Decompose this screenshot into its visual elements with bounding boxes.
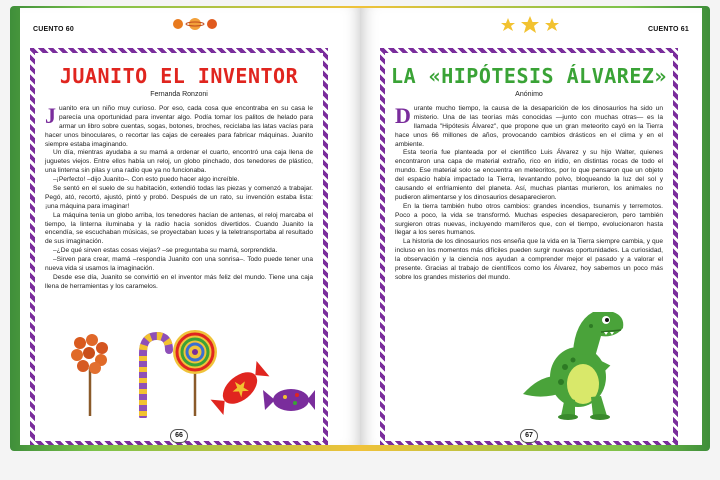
dinosaur-icon: [503, 282, 633, 422]
story-body: [45, 105, 313, 292]
candy-cane-icon: [143, 336, 169, 416]
story-paragraph: –¡Perfecto! –dijo Juanito–. Con esto puedo hacer algo increíble.: [53, 176, 240, 184]
candy-illustration: [65, 328, 315, 418]
story-paragraph: –¿De qué sirven estas cosas viejas? –se preguntaba su mamá, sorprendida.: [53, 247, 278, 255]
story-author: Fernanda Ronzoni: [150, 91, 208, 98]
swirl-lollipop-icon: [173, 330, 217, 416]
drop-cap: D: [395, 103, 411, 128]
left-page: [20, 8, 362, 445]
stars-decoration-icon: [500, 16, 560, 34]
story-paragraph: La historia de los dinosaurios nos enseña que la vida en la Tierra siempre cambia, y que incluso en los momentos más difíciles pueden surgir nuevas oportunidades. La curiosidad, la observación y la ciencia nos ayudan a comprender mejor el pasado y a valorar el presente. Gracias al trabajo de científicos como los Álvarez, hoy sabemos un poco más sobre los grandes misterios del mundo.: [395, 238, 663, 281]
story-paragraph: Esta teoría fue planteada por el científico Luis Álvarez y su hijo Walter, quienes encontraron una capa de material extraño, rico en iridio, en distintas rocas de todo el mundo. Ese material solo se encuentra en meteoritos, por lo que pensaron que un objeto del espacio había impactado la Tierra, levantando polvo, bloqueando la luz del sol y causando el enfriamiento del planeta. Así, muchas plantas murieron, los animales no pudieron alimentarse y los dinosaurios desaparecieron.: [395, 149, 663, 201]
lollipop-icon: [71, 334, 108, 416]
planets-decoration-icon: [170, 16, 220, 32]
story-title: JUANITO EL INVENTOR: [59, 64, 299, 88]
story-title: LA «HIPÓTESIS ÁLVAREZ»: [391, 64, 667, 88]
story-paragraph: Durante mucho tiempo, la causa de la desaparición de los dinosaurios ha sido un misterio. Una de las teorías más conocidas —junto con muchas otras— es la llamada "Hipótesis Álvarez", que propone que un gran meteorito cayó en la Tierra hace unos 66 millones de años, provocando cambios drásticos en el clima y en el ambiente.: [395, 103, 663, 148]
drop-cap: J: [45, 103, 56, 128]
wrapped-candy-icon: [263, 389, 315, 411]
story-body: [395, 105, 663, 283]
story-paragraph: Desde ese día, Juanito se convirtió en el inventor más feliz del mundo. Tiene una caja llena de herramientas y los caramelos.: [45, 273, 313, 290]
story-paragraph: Juanito era un niño muy curioso. Por eso, cada cosa que encontraba en su casa le parecía una oportunidad para inventar algo. Podía tomar los palitos de helado para armar un libro sobre cuentas, sogas, botones, broches, reciclaba las latas vacías para hacer unos binoculares, o recortar las cajas de cereales para fabricar máquinas. Juanito siempre estaba imaginando.: [45, 103, 313, 148]
story-number-label: CUENTO 61: [648, 26, 689, 33]
story-paragraph: –Sirven para crear, mamá –respondía Juanito con una sonrisa–. Todo puede tener una nueva vida si usamos la imaginación.: [45, 256, 313, 273]
story-paragraph: En la tierra también hubo otros cambios: grandes incendios, tsunamis y terremotos. Poco a poco, la vida se transformó. Muchas especies desaparecieron, pero también surgieron otras nuevas, incluyendo mamíferos que, con el tiempo, evolucionaron hasta llegar a los seres humanos.: [395, 202, 663, 237]
story-paragraph: Un día, mientras ayudaba a su mamá a ordenar el cuarto, encontró una caja llena de juguetes viejos. Entre ellos había un reloj, un globo pinchado, dos tenedores de plástico, una linterna sin pilas y una radio que ya no funcionaba.: [45, 149, 313, 175]
right-page: [360, 8, 702, 445]
story-paragraph: Se sentó en el suelo de su habitación, extendió todas las piezas y comenzó a trabajar. Pegó, ató, recortó, ajustó, pintó y probó. Después de un rato, su invención estaba lista: ¡una máquina para imaginar!: [45, 185, 313, 210]
page-number: 67: [520, 429, 538, 443]
page-number: 66: [170, 429, 188, 443]
story-frame: [380, 48, 678, 445]
story-frame: [30, 48, 328, 445]
story-author: Anónimo: [515, 91, 543, 98]
story-number-label: CUENTO 60: [33, 26, 74, 33]
story-paragraph: La máquina tenía un globo arriba, los tenedores hacían de antenas, el reloj marcaba el tiempo, la linterna iluminaba y la radio hacía sonidos divertidos. Cuando Juanito la encendía, se escuchaban músicas, se proyectaban luces y la teletransportaba al resultado de sus imaginación.: [45, 211, 313, 246]
wrapped-candy-icon: [209, 360, 270, 417]
